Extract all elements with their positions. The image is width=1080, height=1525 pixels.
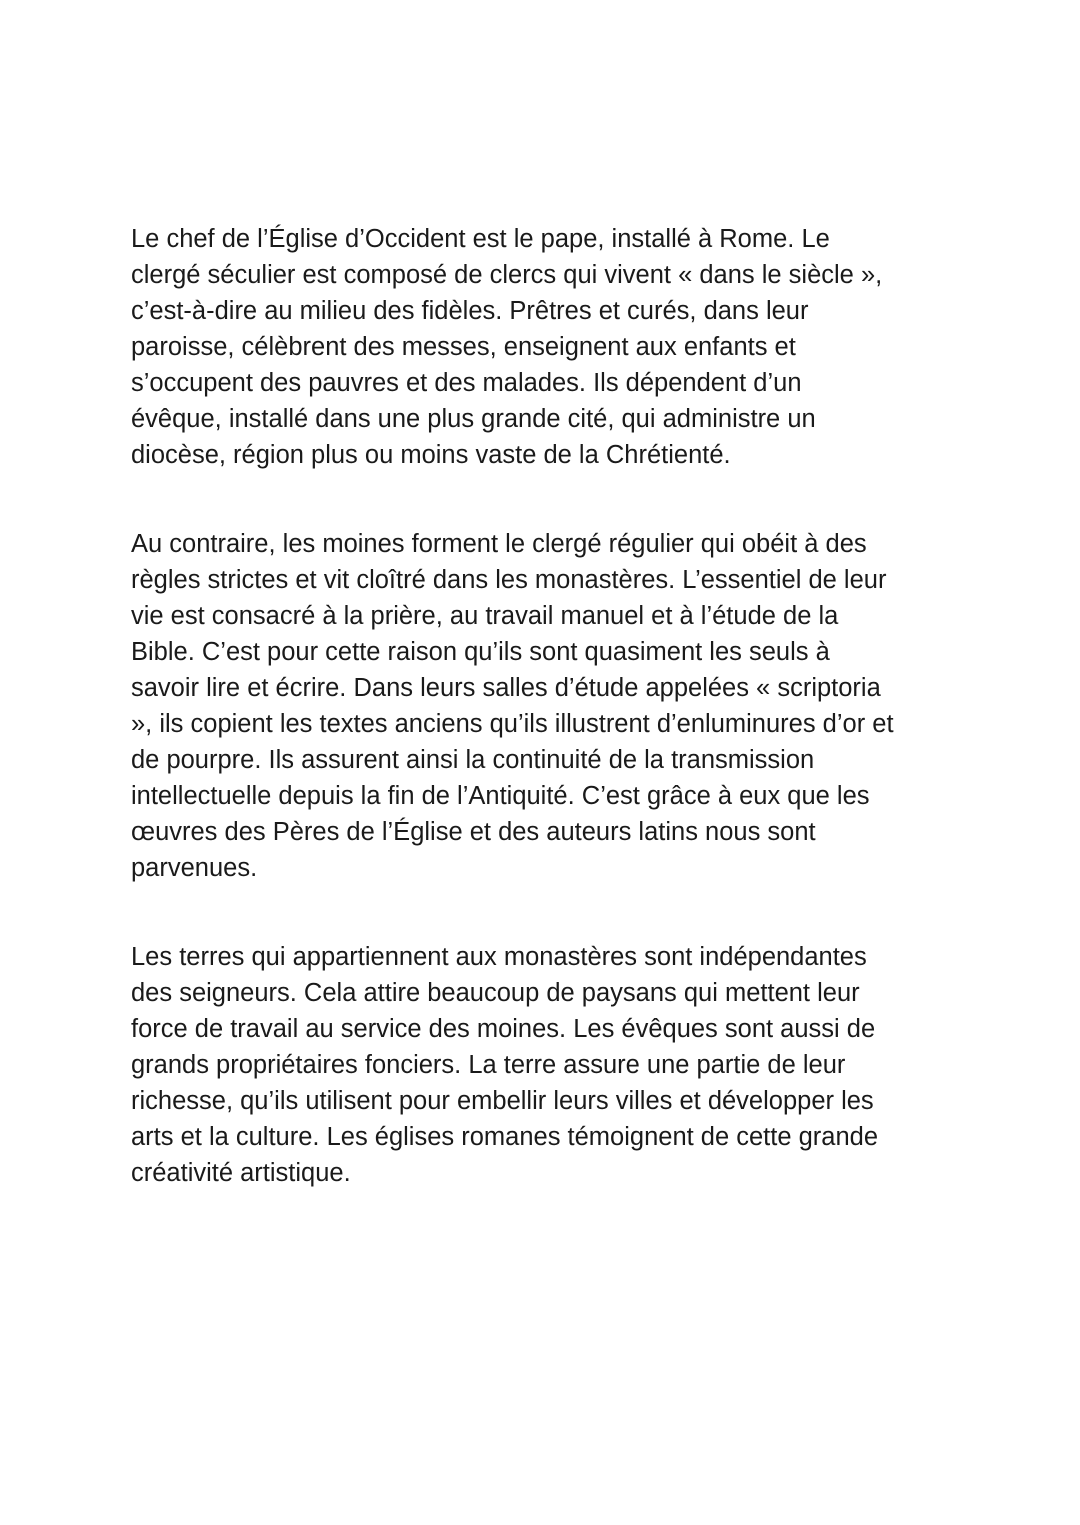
text-line: règles strictes et vit cloîtré dans les monastères. L’essentiel de leur	[131, 566, 887, 594]
text-line: force de travail au service des moines. Les évêques sont aussi de	[131, 1015, 876, 1043]
text-line: intellectuelle depuis la fin de l’Antiquité. C’est grâce à eux que les	[131, 782, 870, 810]
paragraph-regular-clergy	[131, 526, 961, 886]
text-line: Bible. C’est pour cette raison qu’ils sont quasiment les seuls à	[131, 638, 830, 666]
paragraph-church-lands	[131, 939, 961, 1191]
text-line: Les terres qui appartiennent aux monastères sont indépendantes	[131, 943, 867, 971]
text-line: de pourpre. Ils assurent ainsi la continuité de la transmission	[131, 746, 815, 774]
text-line: Le chef de l’Église d’Occident est le pape, installé à Rome. Le	[131, 225, 830, 253]
text-line: Au contraire, les moines forment le clergé régulier qui obéit à des	[131, 530, 867, 558]
text-line: grands propriétaires fonciers. La terre assure une partie de leur	[131, 1051, 846, 1079]
text-line: savoir lire et écrire. Dans leurs salles d’étude appelées « scriptoria	[131, 674, 881, 702]
text-line: créativité artistique.	[131, 1159, 351, 1187]
text-line: paroisse, célèbrent des messes, enseignent aux enfants et	[131, 333, 796, 361]
text-line: œuvres des Pères de l’Église et des auteurs latins nous sont	[131, 818, 816, 846]
text-line: des seigneurs. Cela attire beaucoup de paysans qui mettent leur	[131, 979, 860, 1007]
text-line: richesse, qu’ils utilisent pour embellir leurs villes et développer les	[131, 1087, 874, 1115]
text-line: évêque, installé dans une plus grande cité, qui administre un	[131, 405, 816, 433]
text-line: », ils copient les textes anciens qu’ils illustrent d’enluminures d’or et	[131, 710, 894, 738]
text-line: diocèse, région plus ou moins vaste de la Chrétienté.	[131, 441, 731, 469]
text-line: c’est-à-dire au milieu des fidèles. Prêtres et curés, dans leur	[131, 297, 809, 325]
text-line: s’occupent des pauvres et des malades. Ils dépendent d’un	[131, 369, 802, 397]
paragraph-secular-clergy	[131, 221, 961, 473]
text-line: vie est consacré à la prière, au travail manuel et à l’étude de la	[131, 602, 839, 630]
text-line: arts et la culture. Les églises romanes témoignent de cette grande	[131, 1123, 879, 1151]
text-line: parvenues.	[131, 854, 258, 882]
text-line: clergé séculier est composé de clercs qui vivent « dans le siècle »,	[131, 261, 883, 289]
